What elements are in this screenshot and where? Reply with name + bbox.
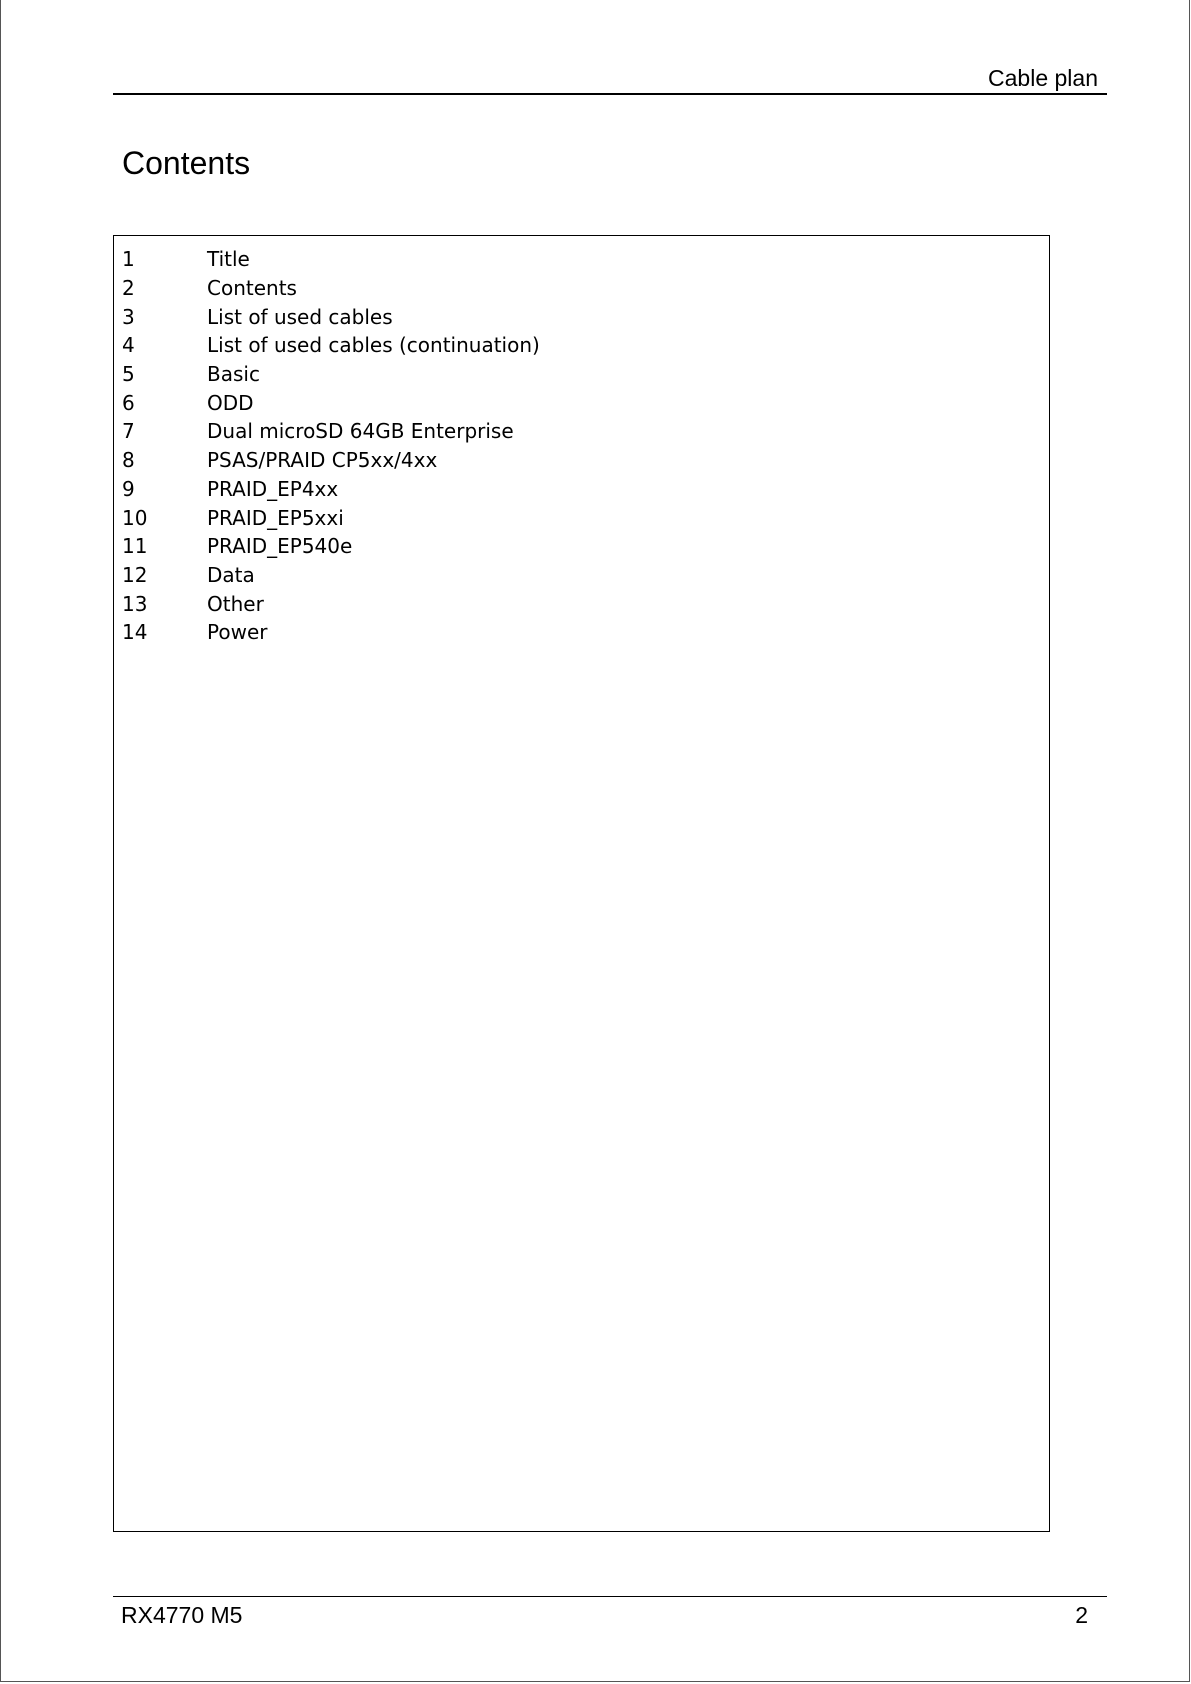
toc-entry-label: Title [207,247,250,272]
toc-entry-label: Other [207,591,264,616]
toc-entry-number: 7 [122,419,135,444]
toc-entry-12[interactable] [122,561,540,590]
toc-entry-8[interactable] [122,446,540,475]
toc-entry-number: 11 [122,534,148,559]
toc-entry-11[interactable] [122,532,540,561]
toc-entry-10[interactable] [122,503,540,532]
toc-entry-number: 4 [122,333,135,358]
page-title: Contents [122,145,251,181]
toc-entry-label: ODD [207,390,254,415]
toc-entry-7[interactable] [122,417,540,446]
toc-entry-number: 13 [122,591,148,616]
toc-entry-13[interactable] [122,589,540,618]
toc-entry-number: 6 [122,390,135,415]
toc-entry-number: 12 [122,562,148,587]
toc-entry-number: 1 [122,247,135,272]
toc-entry-number: 9 [122,476,135,501]
toc-entry-label: PSAS/PRAID CP5xx/4xx [207,448,438,473]
toc-entry-label: PRAID_EP4xx [207,476,339,501]
toc-entry-label: List of used cables [207,304,393,329]
toc-entry-14[interactable] [122,618,540,647]
toc-entry-number: 10 [122,505,148,530]
footer-divider [113,1596,1107,1597]
toc-entry-1[interactable] [122,245,540,274]
toc-entry-number: 14 [122,620,148,645]
page-number: 2 [1075,1602,1088,1628]
toc-entry-number: 8 [122,448,135,473]
header-title: Cable plan [988,65,1098,91]
toc-entry-label: PRAID_EP540e [207,534,353,559]
toc-entry-label: PRAID_EP5xxi [207,505,344,530]
table-of-contents [113,235,1050,1532]
toc-entry-number: 5 [122,362,135,387]
toc-entry-number: 2 [122,276,135,301]
toc-entry-label: List of used cables (continuation) [207,333,540,358]
toc-entry-4[interactable] [122,331,540,360]
toc-entry-2[interactable] [122,274,540,303]
header-divider [113,93,1107,95]
toc-entry-6[interactable] [122,388,540,417]
toc-entry-label: Contents [207,276,297,301]
toc-entry-label: Power [207,620,268,645]
toc-entry-label: Dual microSD 64GB Enterprise [207,419,514,444]
toc-entry-label: Data [207,562,255,587]
toc-entry-3[interactable] [122,302,540,331]
toc-entry-9[interactable] [122,475,540,504]
footer-model: RX4770 M5 [121,1602,243,1628]
toc-entry-number: 3 [122,304,135,329]
toc-entry-label: Basic [207,362,260,387]
toc-list [122,245,540,647]
toc-entry-5[interactable] [122,360,540,389]
